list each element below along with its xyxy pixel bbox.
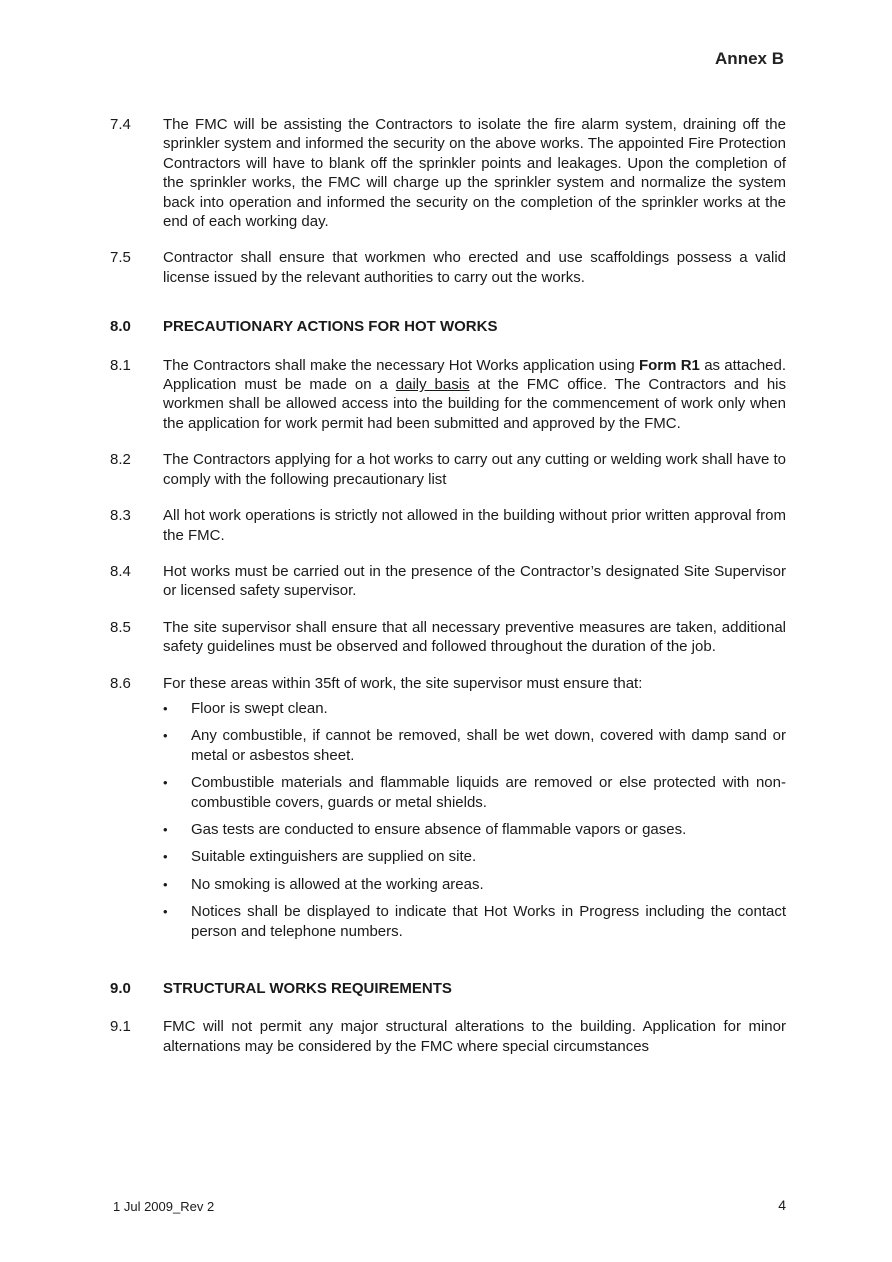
revision-date: 1 Jul 2009_Rev 2 bbox=[113, 1199, 215, 1214]
clause-number: 8.6 bbox=[110, 674, 131, 692]
clause-9-1 bbox=[110, 1017, 786, 1056]
list-item-text: Any combustible, if cannot be removed, shall be wet down, covered with damp sand or metal or asbestos sheet. bbox=[191, 727, 786, 764]
bullet-icon bbox=[163, 726, 191, 765]
list-item bbox=[163, 847, 786, 866]
section-title: STRUCTURAL WORKS REQUIREMENTS bbox=[163, 980, 452, 997]
clause-text-part: at the FMC office. The Contractors and his workmen shall be allowed access into the building for the commencement of work only when the application for work permit had been submitted and approved by the FMC. bbox=[163, 376, 787, 432]
annex-label: Annex B bbox=[715, 49, 784, 68]
bullet-icon bbox=[163, 773, 191, 812]
clause-8-6 bbox=[110, 674, 786, 949]
section-heading-8 bbox=[110, 317, 786, 336]
bullet-list bbox=[163, 699, 786, 941]
bullet-icon bbox=[163, 847, 191, 866]
clause-body bbox=[163, 674, 786, 949]
clause-number: 8.1 bbox=[110, 356, 131, 374]
list-item-text: Suitable extinguishers are supplied on site. bbox=[191, 848, 477, 866]
list-item bbox=[163, 699, 786, 718]
clause-number: 8.3 bbox=[110, 507, 131, 525]
clause-text: Hot works must be carried out in the presence of the Contractor’s designated Site Supervisor or licensed safety supervisor. bbox=[163, 562, 786, 600]
list-item bbox=[163, 902, 786, 941]
clause-text-part: The Contractors shall make the necessary Hot Works application using bbox=[163, 356, 635, 374]
clause-text: The site supervisor shall ensure that all necessary preventive measures are taken, additional safety guidelines must be observed and followed throughout the duration of the job. bbox=[163, 618, 786, 656]
section-number: 8.0 bbox=[110, 318, 131, 336]
list-item-text: Floor is swept clean. bbox=[191, 699, 328, 717]
clause-number: 8.5 bbox=[110, 618, 131, 636]
clause-8-3 bbox=[110, 506, 786, 545]
clause-number: 8.2 bbox=[110, 451, 131, 469]
clause-text: Contractor shall ensure that workmen who erected and use scaffoldings possess a valid license issued by the relevant authorities to carry out the works. bbox=[163, 249, 786, 286]
clause-8-5 bbox=[110, 618, 786, 657]
list-item-text: No smoking is allowed at the working areas. bbox=[191, 875, 484, 893]
list-item-text: Combustible materials and flammable liquids are removed or else protected with non-combustible covers, guards or metal shields. bbox=[191, 774, 786, 811]
section-title: PRECAUTIONARY ACTIONS FOR HOT WORKS bbox=[163, 318, 498, 336]
clause-8-1 bbox=[110, 356, 786, 434]
list-item bbox=[163, 820, 786, 839]
bullet-icon bbox=[163, 902, 191, 941]
list-item bbox=[163, 726, 786, 765]
clause-number: 7.5 bbox=[110, 249, 131, 267]
list-item-text: Notices shall be displayed to indicate that Hot Works in Progress including the contact person and telephone numbers. bbox=[191, 903, 786, 940]
clause-text-part: as attached. Application must be made on a bbox=[163, 356, 787, 394]
clause-text: FMC will not permit any major structural alterations to the building. Application for minor alternations may be considered by the FMC where special circumstances bbox=[163, 1018, 786, 1055]
clause-text: All hot work operations is strictly not allowed in the building without prior written approval from the FMC. bbox=[163, 507, 786, 544]
clause-7-4 bbox=[110, 115, 786, 231]
clause-text: The FMC will be assisting the Contractors to isolate the fire alarm system, draining off the sprinkler system and informed the security on the above works. The appointed Fire Protection Contractors will have to blank off the sprinkler points and leakages. Upon the completion of the sprinkler works, the FMC will charge up the sprinkler system and normalize the system back into operation and informed the security on the completion of the sprinkler works at the end of each working day. bbox=[163, 116, 786, 231]
document-body bbox=[110, 115, 786, 1073]
clause-8-2 bbox=[110, 450, 786, 489]
clause-number: 7.4 bbox=[110, 116, 131, 133]
list-item bbox=[163, 875, 786, 894]
section-heading-9 bbox=[110, 979, 786, 998]
clause-8-4 bbox=[110, 562, 786, 601]
clause-number: 8.4 bbox=[110, 562, 131, 580]
clause-text: For these areas within 35ft of work, the site supervisor must ensure that: bbox=[163, 674, 643, 692]
form-reference: Form R1 bbox=[638, 356, 700, 374]
clause-7-5 bbox=[110, 248, 786, 287]
bullet-icon bbox=[163, 875, 191, 894]
list-item bbox=[163, 773, 786, 812]
section-number: 9.0 bbox=[110, 980, 131, 997]
emphasis-underline: daily basis bbox=[395, 376, 470, 394]
page-number: 4 bbox=[778, 1197, 786, 1213]
clause-text bbox=[163, 356, 786, 434]
clause-text: The Contractors applying for a hot works to carry out any cutting or welding work shall have to comply with the following precautionary list bbox=[163, 451, 786, 488]
list-item-text: Gas tests are conducted to ensure absence of flammable vapors or gases. bbox=[191, 820, 687, 838]
clause-number: 9.1 bbox=[110, 1018, 131, 1036]
bullet-icon bbox=[163, 820, 191, 839]
bullet-icon bbox=[163, 699, 191, 718]
